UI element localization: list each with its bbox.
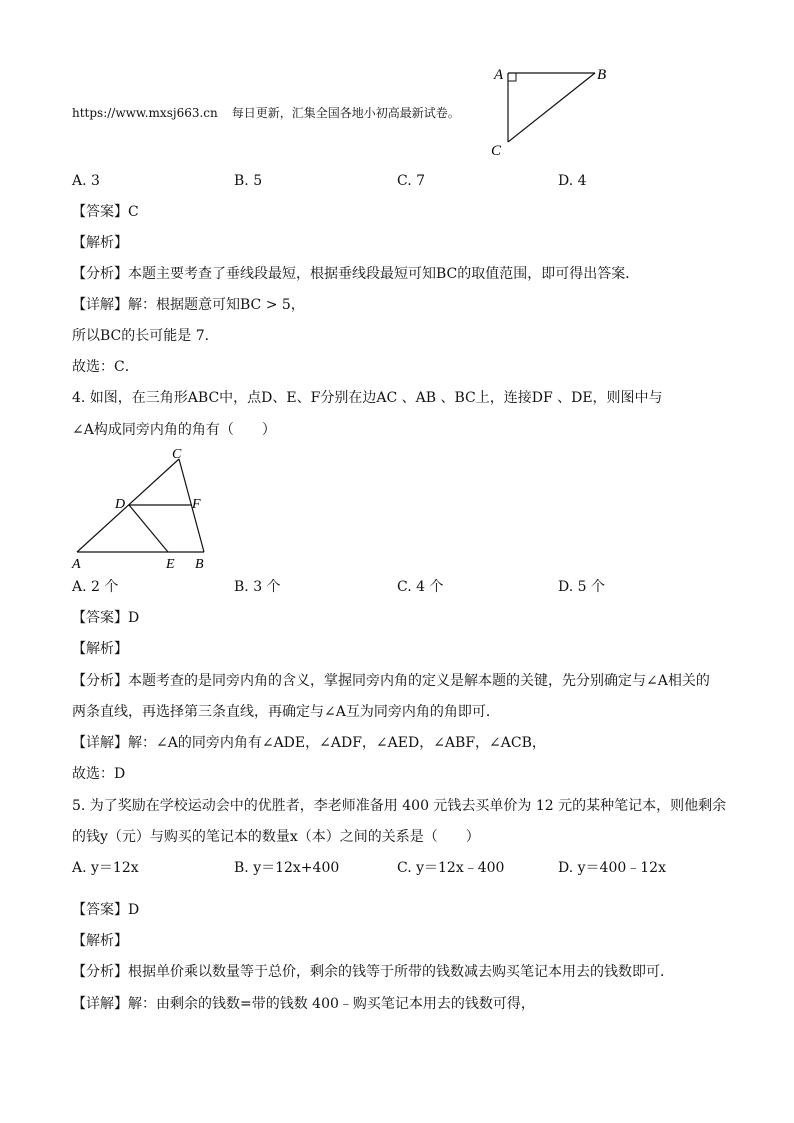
q5-option-a[interactable]: A. y＝12x: [72, 860, 139, 876]
q4-label-e: E: [166, 557, 175, 572]
q5-answer: 【答案】D: [72, 902, 140, 918]
q5-stem-line1: 5. 为了奖励在学校运动会中的优胜者，李老师准备用 400 元钱去买单价为 12 元的某种笔记本，则他剩余: [72, 798, 727, 814]
q5-option-b[interactable]: B. y＝12x+400: [234, 860, 340, 876]
q4-stem-line1: 4. 如图，在三角形ABC中，点D、E、F分别在边AC 、AB 、BC上，连接DF 、DE，则图中与: [72, 390, 663, 406]
q3-option-a[interactable]: A. 3: [72, 173, 100, 189]
q4-detail: 【详解】解：∠A的同旁内角有∠ADE，∠ADF，∠AED，∠ABF，∠ACB，: [72, 735, 546, 751]
site-notice: 每日更新，汇集全国各地小初高最新试卷。: [231, 106, 460, 120]
q4-choice: 故选：D: [72, 766, 126, 782]
q3-right-angle-mark: [508, 73, 516, 81]
q4-label-d: D: [115, 497, 126, 512]
q5-stem-line2: 的钱y（元）与购买的笔记本的数量x（本）之间的关系是（ ）: [72, 829, 480, 845]
q3-side-bc: [508, 73, 595, 142]
site-header: [72, 104, 460, 122]
q4-triangle-figure: [66, 444, 216, 572]
q3-analysis-title: 【解析】: [72, 235, 128, 251]
q4-option-b[interactable]: B. 3 个: [234, 579, 281, 595]
q3-label-a: A: [494, 67, 504, 83]
q3-option-d[interactable]: D. 4: [558, 173, 587, 189]
q3-detail-2: 所以BC的长可能是 7．: [72, 328, 219, 344]
q3-detail: 【详解】解：根据题意可知BC > 5，: [72, 297, 305, 313]
q3-analysis: 【分析】本题主要考查了垂线段最短，根据垂线段最短可知BC的取值范围，即可得出答案．: [72, 266, 640, 282]
q4-analysis-line2: 两条直线，再选择第三条直线，再确定与∠A互为同旁内角的角即可．: [72, 704, 500, 720]
site-url[interactable]: https://www.mxsj663.cn: [72, 106, 218, 120]
q4-analysis-title: 【解析】: [72, 641, 128, 657]
q4-answer: 【答案】D: [72, 610, 140, 626]
q3-label-c: C: [491, 143, 502, 159]
q5-option-d[interactable]: D. y＝400﹣12x: [558, 860, 666, 876]
q4-label-f: F: [192, 497, 201, 512]
q3-triangle-figure: [488, 60, 618, 160]
q4-option-d[interactable]: D. 5 个: [558, 579, 605, 595]
q3-answer: 【答案】C: [72, 204, 139, 220]
q5-analysis: 【分析】根据单价乘以数量等于总价，剩余的钱等于所带的钱数减去购买笔记本用去的钱数即可．: [72, 964, 674, 980]
q5-analysis-title: 【解析】: [72, 933, 128, 949]
q4-option-c[interactable]: C. 4 个: [397, 579, 444, 595]
q3-option-b[interactable]: B. 5: [234, 173, 263, 189]
q4-label-b: B: [195, 557, 204, 572]
q4-analysis-line1: 【分析】本题考查的是同旁内角的含义，掌握同旁内角的定义是解本题的关键，先分别确定与∠A相关的: [72, 673, 710, 689]
q3-choice: 故选：C．: [72, 359, 139, 375]
q5-option-c[interactable]: C. y＝12x﹣400: [397, 860, 505, 876]
q4-label-a: A: [72, 557, 81, 572]
q4-segment-de: [129, 505, 168, 552]
q3-option-c[interactable]: C. 7: [397, 173, 426, 189]
q4-label-c: C: [172, 447, 182, 462]
q4-option-a[interactable]: A. 2 个: [72, 579, 119, 595]
q4-stem-line2: ∠A构成同旁内角的角有（ ）: [72, 422, 276, 438]
q3-label-b: B: [597, 67, 607, 83]
q5-detail: 【详解】解：由剩余的钱数=带的钱数 400﹣购买笔记本用去的钱数可得，: [72, 996, 535, 1012]
